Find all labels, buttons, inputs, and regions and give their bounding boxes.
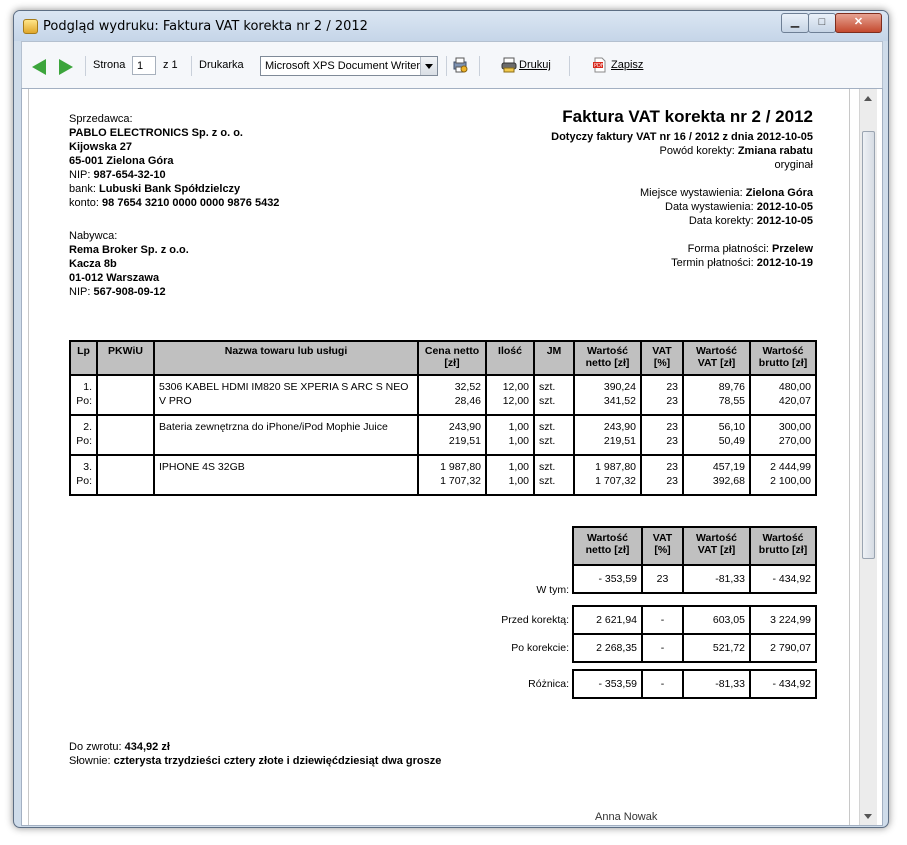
- table-row: [70, 455, 816, 495]
- printer-settings-icon[interactable]: [452, 57, 468, 73]
- col-net: Wartość netto [zł]: [574, 341, 641, 375]
- minimize-button[interactable]: ▁: [781, 13, 809, 33]
- seller-bank-label: bank:: [69, 183, 96, 195]
- row-price: [418, 375, 486, 415]
- col-lp: Lp: [70, 341, 97, 375]
- seller-bank: [69, 183, 240, 195]
- qty-after: 12,00: [502, 395, 529, 407]
- row-vat: [641, 415, 683, 455]
- window-title: Podgląd wydruku: Faktura VAT korekta nr 2 / 2012: [43, 19, 368, 34]
- after-vat: -: [642, 634, 683, 662]
- wtym-gross: - 434,92: [750, 565, 816, 593]
- vat-before: 23: [666, 381, 678, 393]
- items-header-row: [70, 341, 816, 375]
- buyer-label: Nabywca:: [69, 230, 118, 242]
- summary-before-after: [572, 605, 817, 663]
- row-unit: [534, 455, 574, 495]
- separator: [479, 56, 480, 76]
- after-gross: 2 790,07: [750, 634, 816, 662]
- seller-nip: [69, 169, 166, 181]
- words-value: czterysta trzydzieści cztery złote i dziewięćdziesiąt dwa grosze: [113, 755, 442, 767]
- col-vat: VAT [%]: [641, 341, 683, 375]
- diff-vat: -: [642, 670, 683, 698]
- lp-before: 1.: [83, 381, 92, 393]
- net-before: 390,24: [603, 381, 636, 393]
- row-unit: [534, 415, 574, 455]
- summary-diff: [572, 669, 817, 699]
- issue-date-value: 2012-10-05: [756, 201, 813, 213]
- printer-label: Drukarka: [199, 59, 244, 71]
- save-button[interactable]: Zapisz: [611, 59, 644, 71]
- row-qty: [486, 455, 534, 495]
- row-net: [574, 455, 641, 495]
- unit-after: szt.: [539, 395, 556, 407]
- row-qty: [486, 375, 534, 415]
- vat-value-after: 392,68: [712, 475, 745, 487]
- row-gross: [750, 375, 816, 415]
- buyer-city: 01-012 Warszawa: [69, 272, 160, 284]
- seller-street: Kijowska 27: [69, 141, 132, 153]
- buyer-street: Kacza 8b: [69, 258, 117, 270]
- price-after: 28,46: [454, 395, 481, 407]
- vat-value-before: 457,19: [712, 461, 745, 473]
- sum-col-gross: Wartość brutto [zł]: [750, 527, 816, 565]
- price-before: 32,52: [454, 381, 481, 393]
- table-row: [70, 375, 816, 415]
- net-after: 219,51: [603, 435, 636, 447]
- price-after: 219,51: [448, 435, 481, 447]
- qty-after: 1,00: [508, 435, 529, 447]
- row-price: [418, 455, 486, 495]
- payment-method-value: Przelew: [772, 243, 813, 255]
- before-label: Przed korektą:: [501, 614, 569, 626]
- row-net: [574, 375, 641, 415]
- row-name: Bateria zewnętrzna do iPhone/iPod Mophie Juice: [154, 415, 418, 455]
- net-after: 1 707,32: [595, 475, 636, 487]
- row-pkwiu: [97, 415, 154, 455]
- gross-after: 420,07: [778, 395, 811, 407]
- previous-page-icon[interactable]: [32, 59, 46, 75]
- lp-after: Po:: [76, 395, 92, 407]
- correction-reason-label: Powód korekty:: [659, 145, 735, 157]
- gross-after: 2 100,00: [770, 475, 811, 487]
- seller-label: Sprzedawca:: [69, 113, 133, 125]
- qty-before: 1,00: [508, 461, 529, 473]
- row-net: [574, 415, 641, 455]
- seller-account-value: 98 7654 3210 0000 0000 9876 5432: [102, 197, 280, 209]
- row-vat: [641, 375, 683, 415]
- gross-before: 480,00: [778, 381, 811, 393]
- col-price: Cena netto [zł]: [418, 341, 486, 375]
- row-vat-value: [683, 455, 750, 495]
- separator: [446, 56, 447, 76]
- seller-bank-value: Lubuski Bank Spółdzielczy: [98, 183, 241, 195]
- payment-due-label: Termin płatności:: [671, 257, 754, 269]
- seller-name: PABLO ELECTRONICS Sp. z o. o.: [69, 127, 243, 139]
- col-vat-value: Wartość VAT [zł]: [683, 341, 750, 375]
- before-vat: -: [642, 606, 683, 634]
- vat-before: 23: [666, 421, 678, 433]
- vat-value-after: 50,49: [718, 435, 745, 447]
- scrollbar-thumb[interactable]: [862, 131, 875, 559]
- summary-before-row: [573, 606, 816, 634]
- unit-before: szt.: [539, 421, 556, 433]
- row-lp: [70, 415, 97, 455]
- separator: [85, 56, 86, 76]
- before-net: 2 621,94: [573, 606, 642, 634]
- lp-before: 2.: [83, 421, 92, 433]
- after-net: 2 268,35: [573, 634, 642, 662]
- table-row: [70, 415, 816, 455]
- row-qty: [486, 415, 534, 455]
- seller-city: 65-001 Zielona Góra: [69, 155, 174, 167]
- vat-value-after: 78,55: [718, 395, 745, 407]
- before-vat-value: 603,05: [683, 606, 750, 634]
- row-vat-value: [683, 375, 750, 415]
- issue-place: [640, 187, 813, 199]
- diff-gross: - 434,92: [750, 670, 816, 698]
- row-price: [418, 415, 486, 455]
- row-vat-value: [683, 415, 750, 455]
- page-edge-left: [28, 89, 29, 825]
- payment-due-value: 2012-10-19: [756, 257, 813, 269]
- payment-method: [688, 243, 813, 255]
- col-unit: JM: [534, 341, 574, 375]
- row-pkwiu: [97, 455, 154, 495]
- issue-place-value: Zielona Góra: [745, 187, 813, 199]
- summary-diff-row: [573, 670, 816, 698]
- col-qty: Ilość: [486, 341, 534, 375]
- svg-text:PDF: PDF: [594, 63, 604, 69]
- amount-in-words: [69, 755, 441, 767]
- correction-date-label: Data korekty:: [688, 215, 754, 227]
- printer-select[interactable]: [260, 56, 438, 76]
- preview-area[interactable]: [21, 88, 883, 826]
- summary-table: [572, 526, 817, 594]
- unit-before: szt.: [539, 461, 556, 473]
- copy-type: oryginał: [774, 159, 813, 171]
- invoice-refers-to: Dotyczy faktury VAT nr 16 / 2012 z dnia 2012-10-05: [551, 131, 813, 143]
- separator: [569, 56, 570, 76]
- gross-before: 300,00: [778, 421, 811, 433]
- net-before: 1 987,80: [595, 461, 636, 473]
- page-count-label: z 1: [163, 59, 178, 71]
- scroll-down-icon[interactable]: [864, 814, 872, 819]
- row-vat: [641, 455, 683, 495]
- before-gross: 3 224,99: [750, 606, 816, 634]
- refund-value: 434,92 zł: [124, 741, 170, 753]
- buyer-name: Rema Broker Sp. z o.o.: [69, 244, 189, 256]
- vat-after: 23: [666, 475, 678, 487]
- refund-amount: [69, 741, 170, 753]
- diff-label: Różnica:: [528, 678, 569, 690]
- correction-reason: [660, 145, 813, 157]
- payment-method-label: Forma płatności:: [687, 243, 769, 255]
- diff-net: - 353,59: [573, 670, 642, 698]
- unit-after: szt.: [539, 475, 556, 487]
- qty-before: 12,00: [502, 381, 529, 393]
- row-name: IPHONE 4S 32GB: [154, 455, 418, 495]
- vat-value-before: 56,10: [718, 421, 745, 433]
- maximize-button[interactable]: □: [808, 13, 836, 33]
- wtym-vat: 23: [642, 565, 683, 593]
- scroll-up-icon[interactable]: [864, 96, 872, 101]
- payment-due: [671, 257, 813, 269]
- qty-after: 1,00: [508, 475, 529, 487]
- row-unit: [534, 375, 574, 415]
- seller-account-label: konto:: [69, 197, 99, 209]
- next-page-icon[interactable]: [59, 59, 73, 75]
- unit-after: szt.: [539, 435, 556, 447]
- app-icon: [23, 19, 38, 34]
- seller-nip-value: 987-654-32-10: [93, 169, 166, 181]
- row-name: 5306 KABEL HDMI IM820 SE XPERIA S ARC S NEO V PRO: [154, 375, 418, 415]
- correction-date-value: 2012-10-05: [756, 215, 813, 227]
- vat-after: 23: [666, 435, 678, 447]
- col-name: Nazwa towaru lub usługi: [154, 341, 418, 375]
- toolbar: [21, 41, 883, 89]
- sum-col-net: Wartość netto [zł]: [573, 527, 642, 565]
- close-button[interactable]: ✕: [835, 13, 882, 33]
- summary-wtym-row: [573, 565, 816, 593]
- col-gross: Wartość brutto [zł]: [750, 341, 816, 375]
- unit-before: szt.: [539, 381, 556, 393]
- vertical-scrollbar[interactable]: [859, 89, 877, 825]
- col-pkwiu: PKWiU: [97, 341, 154, 375]
- price-after: 1 707,32: [440, 475, 481, 487]
- seller-nip-label: NIP:: [69, 169, 91, 181]
- printer-select-value: Microsoft XPS Document Writer: [265, 60, 421, 72]
- price-before: 243,90: [448, 421, 481, 433]
- refund-label: Do zwrotu:: [69, 741, 122, 753]
- items-table: [69, 340, 817, 496]
- diff-vat-value: -81,33: [683, 670, 750, 698]
- print-button[interactable]: Drukuj: [519, 59, 551, 71]
- row-lp: [70, 375, 97, 415]
- words-label: Słownie:: [69, 755, 111, 767]
- wtym-vat-value: -81,33: [683, 565, 750, 593]
- after-label: Po korekcie:: [511, 642, 569, 654]
- row-gross: [750, 455, 816, 495]
- correction-date: [689, 215, 813, 227]
- sum-col-vat: VAT [%]: [642, 527, 683, 565]
- lp-after: Po:: [76, 435, 92, 447]
- net-after: 341,52: [603, 395, 636, 407]
- wtym-label: W tym:: [536, 584, 569, 596]
- price-before: 1 987,80: [440, 461, 481, 473]
- print-icon[interactable]: [501, 57, 517, 73]
- wtym-net: - 353,59: [573, 565, 642, 593]
- invoice-title: Faktura VAT korekta nr 2 / 2012: [562, 107, 813, 126]
- summary-after-row: [573, 634, 816, 662]
- sum-col-vat-value: Wartość VAT [zł]: [683, 527, 750, 565]
- invoice-page: [22, 89, 857, 825]
- row-lp: [70, 455, 97, 495]
- print-preview-window: [13, 10, 889, 828]
- page-number-input[interactable]: 1: [132, 56, 156, 75]
- issue-date: [665, 201, 813, 213]
- row-pkwiu: [97, 375, 154, 415]
- chevron-down-icon[interactable]: [420, 57, 437, 75]
- pdf-icon[interactable]: [592, 57, 608, 73]
- signature-name: Anna Nowak: [595, 811, 658, 823]
- buyer-nip: [69, 286, 166, 298]
- lp-before: 3.: [83, 461, 92, 473]
- buyer-nip-label: NIP:: [69, 286, 91, 298]
- issue-date-label: Data wystawienia:: [665, 201, 754, 213]
- summary-header-row: [573, 527, 816, 565]
- row-gross: [750, 415, 816, 455]
- lp-after: Po:: [76, 475, 92, 487]
- page-edge-right: [849, 89, 850, 825]
- gross-before: 2 444,99: [770, 461, 811, 473]
- qty-before: 1,00: [508, 421, 529, 433]
- vat-before: 23: [666, 461, 678, 473]
- title-bar[interactable]: [14, 11, 888, 41]
- after-vat-value: 521,72: [683, 634, 750, 662]
- vat-value-before: 89,76: [718, 381, 745, 393]
- correction-reason-value: Zmiana rabatu: [737, 145, 813, 157]
- vat-after: 23: [666, 395, 678, 407]
- page-label: Strona: [93, 59, 126, 71]
- net-before: 243,90: [603, 421, 636, 433]
- gross-after: 270,00: [778, 435, 811, 447]
- buyer-nip-value: 567-908-09-12: [93, 286, 166, 298]
- separator: [191, 56, 192, 76]
- issue-place-label: Miejsce wystawienia:: [639, 187, 743, 199]
- seller-account: [69, 197, 279, 209]
